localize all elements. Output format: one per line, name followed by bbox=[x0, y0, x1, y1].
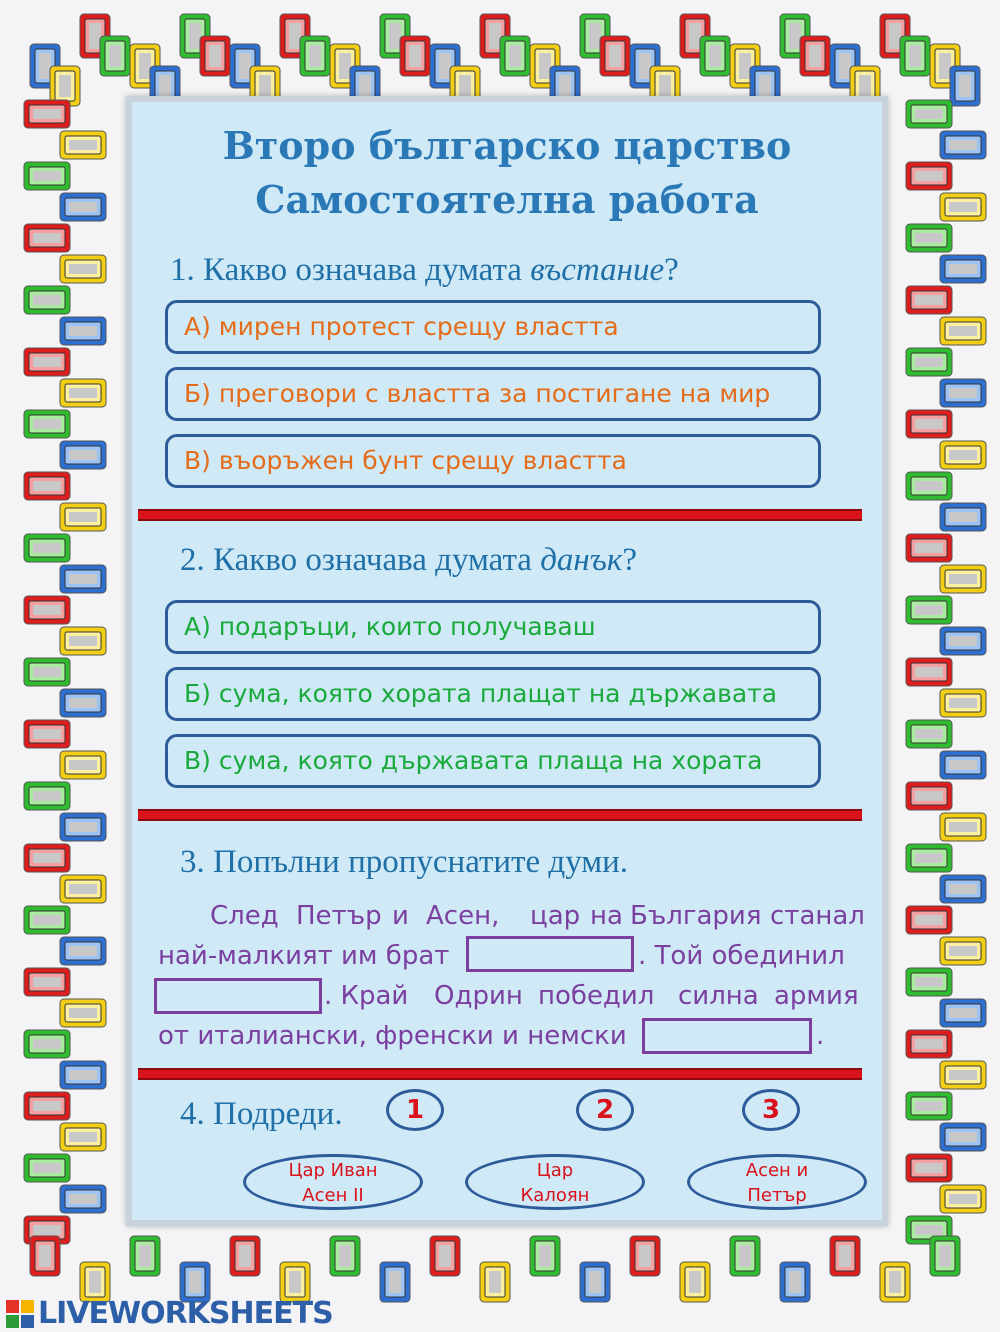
frame-tile bbox=[940, 131, 986, 159]
frame-tile bbox=[24, 1092, 70, 1120]
frame-tile bbox=[906, 286, 952, 314]
blank-input-2[interactable] bbox=[154, 978, 322, 1014]
frame-tile bbox=[930, 1236, 960, 1276]
frame-tile bbox=[830, 1236, 860, 1276]
frame-tile bbox=[24, 162, 70, 190]
frame-tile bbox=[24, 472, 70, 500]
frame-tile bbox=[906, 100, 952, 128]
q2-option-a[interactable]: А) подаръци, които получаваш bbox=[165, 600, 821, 654]
frame-tile bbox=[880, 1262, 910, 1302]
paragraph-line-3: . Край Одрин победил силна армия bbox=[158, 976, 862, 1016]
frame-tile bbox=[480, 1262, 510, 1302]
page-title: Второ българско царство bbox=[222, 123, 792, 168]
section-divider bbox=[138, 1068, 862, 1080]
frame-tile bbox=[380, 1262, 410, 1302]
page-subtitle: Самостоятелна работа bbox=[255, 177, 759, 222]
frame-tile bbox=[24, 224, 70, 252]
frame-tile bbox=[940, 1185, 986, 1213]
frame-tile bbox=[906, 1154, 952, 1182]
question-3: 3. Попълни пропуснатите думи. bbox=[180, 844, 629, 880]
frame-tile bbox=[906, 1092, 952, 1120]
frame-tile bbox=[940, 255, 986, 283]
q1-option-c[interactable]: В) въоръжен бунт срещу властта bbox=[165, 434, 821, 488]
q2-option-b[interactable]: Б) сума, която хората плащат на държавата bbox=[165, 667, 821, 721]
section-divider bbox=[138, 809, 862, 821]
frame-tile bbox=[906, 596, 952, 624]
frame-tile bbox=[60, 999, 106, 1027]
frame-tile bbox=[24, 844, 70, 872]
frame-tile bbox=[60, 193, 106, 221]
frame-tile bbox=[60, 565, 106, 593]
frame-tile bbox=[630, 1236, 660, 1276]
frame-tile bbox=[24, 286, 70, 314]
frame-tile bbox=[24, 596, 70, 624]
frame-tile bbox=[100, 36, 130, 76]
frame-tile bbox=[800, 36, 830, 76]
frame-tile bbox=[906, 162, 952, 190]
frame-tile bbox=[24, 968, 70, 996]
frame-tile bbox=[24, 720, 70, 748]
blank-input-3[interactable] bbox=[642, 1018, 812, 1054]
frame-tile bbox=[906, 844, 952, 872]
frame-tile bbox=[906, 658, 952, 686]
liveworksheets-logo-icon bbox=[6, 1300, 34, 1328]
drag-card-ivan-asen[interactable]: Цар Иван Асен II bbox=[243, 1154, 423, 1210]
frame-tile bbox=[300, 36, 330, 76]
frame-tile bbox=[940, 1061, 986, 1089]
frame-tile bbox=[940, 565, 986, 593]
frame-tile bbox=[950, 66, 980, 106]
frame-tile bbox=[60, 503, 106, 531]
frame-tile bbox=[24, 1154, 70, 1182]
section-divider bbox=[138, 509, 862, 521]
frame-tile bbox=[200, 36, 230, 76]
frame-tile bbox=[940, 937, 986, 965]
frame-tile bbox=[330, 1236, 360, 1276]
frame-tile bbox=[730, 1236, 760, 1276]
frame-tile bbox=[940, 441, 986, 469]
q1-option-b[interactable]: Б) преговори с властта за постигане на мир bbox=[165, 367, 821, 421]
frame-tile bbox=[940, 379, 986, 407]
frame-tile bbox=[60, 937, 106, 965]
frame-tile bbox=[24, 348, 70, 376]
frame-tile bbox=[24, 1030, 70, 1058]
frame-tile bbox=[680, 1262, 710, 1302]
frame-tile bbox=[60, 1061, 106, 1089]
frame-tile bbox=[24, 906, 70, 934]
order-slot-3[interactable]: 3 bbox=[742, 1089, 800, 1131]
frame-tile bbox=[906, 968, 952, 996]
frame-tile bbox=[940, 317, 986, 345]
frame-tile bbox=[906, 534, 952, 562]
frame-tile bbox=[60, 441, 106, 469]
frame-tile bbox=[130, 1236, 160, 1276]
frame-tile bbox=[780, 1262, 810, 1302]
frame-tile bbox=[906, 472, 952, 500]
order-slot-1[interactable]: 1 bbox=[386, 1089, 444, 1131]
frame-tile bbox=[906, 224, 952, 252]
frame-tile bbox=[60, 751, 106, 779]
frame-tile bbox=[60, 379, 106, 407]
frame-tile bbox=[60, 627, 106, 655]
frame-tile bbox=[906, 1030, 952, 1058]
frame-tile bbox=[60, 317, 106, 345]
paragraph-line-1: След Петър и Асен, цар на България станал bbox=[210, 901, 865, 931]
frame-tile bbox=[580, 1262, 610, 1302]
frame-tile bbox=[24, 534, 70, 562]
frame-tile bbox=[530, 1236, 560, 1276]
frame-tile bbox=[900, 36, 930, 76]
frame-tile bbox=[906, 720, 952, 748]
frame-tile bbox=[60, 875, 106, 903]
frame-tile bbox=[230, 1236, 260, 1276]
frame-tile bbox=[24, 410, 70, 438]
paragraph-line-4: от италиански, френски и немски . bbox=[158, 1016, 862, 1056]
frame-tile bbox=[940, 1123, 986, 1151]
frame-tile bbox=[906, 348, 952, 376]
q2-option-c[interactable]: В) сума, която държавата плаща на хората bbox=[165, 734, 821, 788]
frame-tile bbox=[500, 36, 530, 76]
frame-tile bbox=[906, 410, 952, 438]
frame-tile bbox=[60, 255, 106, 283]
frame-tile bbox=[60, 131, 106, 159]
q1-option-a[interactable]: А) мирен протест срещу властта bbox=[165, 300, 821, 354]
frame-tile bbox=[940, 689, 986, 717]
frame-tile bbox=[940, 999, 986, 1027]
frame-tile bbox=[400, 36, 430, 76]
frame-tile bbox=[60, 689, 106, 717]
frame-tile bbox=[906, 782, 952, 810]
frame-tile bbox=[30, 1236, 60, 1276]
frame-tile bbox=[24, 782, 70, 810]
frame-tile bbox=[600, 36, 630, 76]
paragraph-line-2: най-малкият им брат . Той обединил bbox=[158, 936, 862, 976]
drag-card-kaloyan[interactable]: Цар Калоян bbox=[465, 1154, 645, 1210]
question-4: 4. Подреди. bbox=[180, 1096, 343, 1132]
blank-input-1[interactable] bbox=[466, 936, 634, 972]
frame-tile bbox=[940, 627, 986, 655]
question-2: 2. Какво означава думата данък? bbox=[180, 542, 637, 578]
frame-tile bbox=[700, 36, 730, 76]
frame-tile bbox=[24, 658, 70, 686]
liveworksheets-logo: LIVEWORKSHEETS bbox=[38, 1296, 333, 1331]
frame-tile bbox=[60, 1185, 106, 1213]
frame-tile bbox=[24, 100, 70, 128]
frame-tile bbox=[60, 1123, 106, 1151]
frame-tile bbox=[906, 906, 952, 934]
frame-tile bbox=[940, 875, 986, 903]
frame-tile bbox=[940, 193, 986, 221]
frame-tile bbox=[430, 1236, 460, 1276]
order-slot-2[interactable]: 2 bbox=[576, 1089, 634, 1131]
frame-tile bbox=[940, 813, 986, 841]
question-1: 1. Какво означава думата въстание? bbox=[170, 252, 679, 288]
drag-card-asen-petar[interactable]: Асен и Петър bbox=[687, 1154, 867, 1210]
frame-tile bbox=[940, 751, 986, 779]
frame-tile bbox=[940, 503, 986, 531]
frame-tile bbox=[60, 813, 106, 841]
fill-in-paragraph bbox=[158, 896, 865, 1056]
